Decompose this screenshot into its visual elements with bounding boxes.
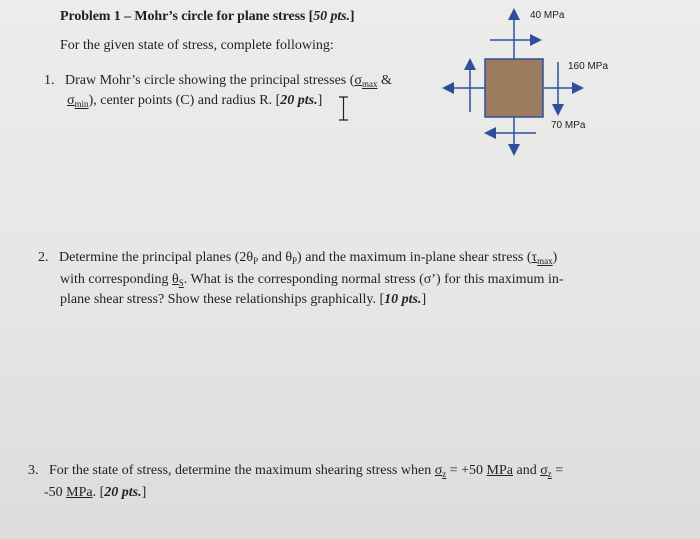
part1-line1: 1. Draw Mohr’s circle showing the principal stresses ($\sigma_{max}$ &	[44, 73, 392, 89]
part2-line2: with corresponding $\theta_S$. What is the corresponding normal stress (σ’) for this maximum in-	[60, 272, 564, 288]
problem-intro: For the given state of stress, complete following:	[60, 38, 334, 53]
part2-line1: 2. Determine the principal planes ($2\theta_P$ and $\theta_P$) and the maximum in-plane shear stress $(\tau_{max})$	[38, 250, 558, 266]
part3-line1: 3. For the state of stress, determine the maximum shearing stress when $\sigma_z = +50$ MPa and $\sigma_z$ =	[28, 463, 564, 479]
label-bottom-stress: 70 MPa	[551, 120, 586, 131]
part2-line3: plane shear stress? Show these relationships graphically. [10 pts.]	[60, 292, 427, 307]
problem-title: Problem 1 – Mohr’s circle for plane stress [50 pts.]	[60, 9, 355, 24]
stress-element	[485, 59, 543, 117]
part3-line2: -50 MPa. [20 pts.]	[44, 485, 147, 500]
label-top-stress: 40 MPa	[530, 10, 565, 21]
label-right-stress: 160 MPa	[568, 61, 609, 72]
part1-line2: $\sigma_{min}$), center points (C) and radius R. [20 pts.]	[67, 93, 323, 109]
